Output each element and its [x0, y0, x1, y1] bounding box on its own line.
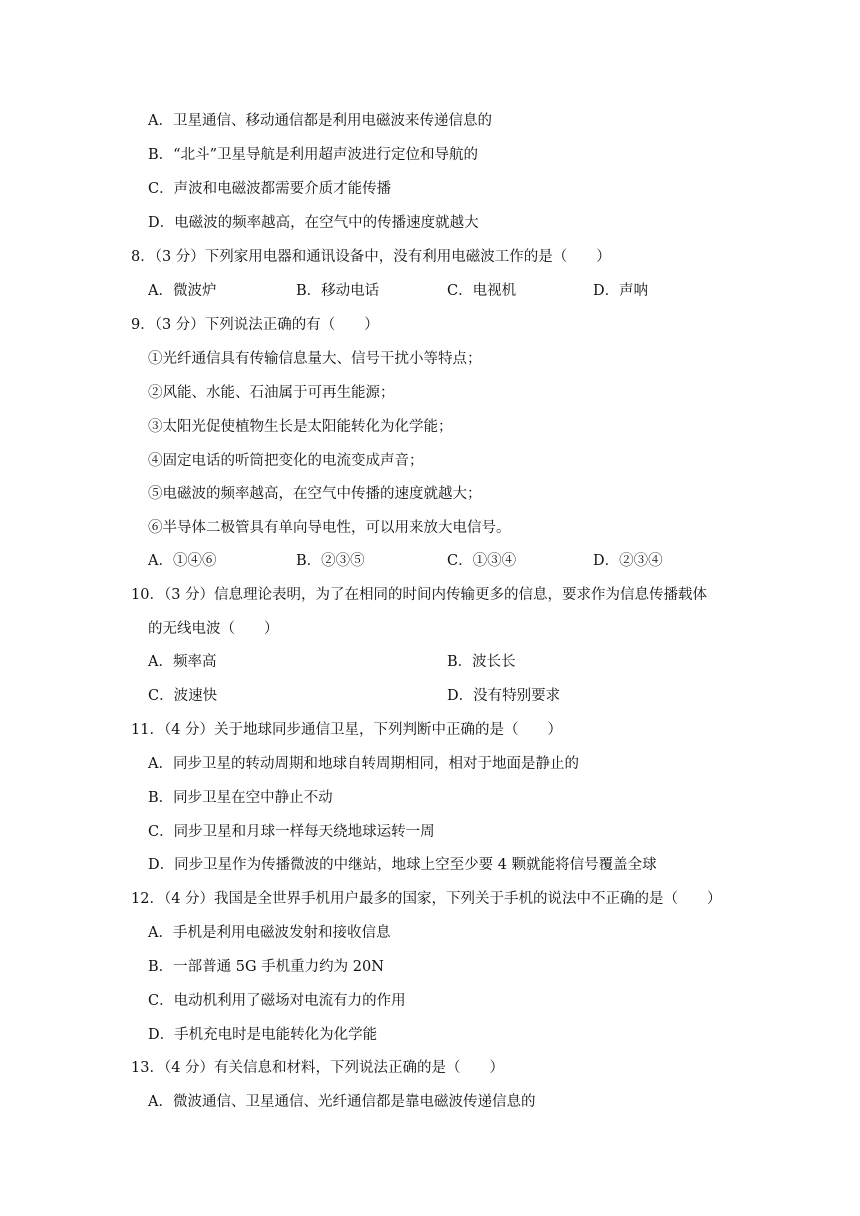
q10-stem-line1: 10．（3 分）信息理论表明，为了在相同的时间内传输更多的信息，要求作为信息传播载体	[131, 587, 708, 603]
q9-statement-3: ③太阳光促使植物生长是太阳能转化为化学能；	[148, 419, 453, 435]
q9-statement-6: ⑥半导体二极管具有单向导电性，可以用来放大电信号。	[148, 520, 511, 536]
q11-stem: 11．（4 分）关于地球同步通信卫星，下列判断中正确的是（ ）	[131, 722, 563, 738]
q8-option-d: D．声呐	[593, 283, 649, 299]
q10-option-b: B．波长长	[447, 654, 516, 670]
q8-option-b: B．移动电话	[296, 283, 380, 299]
q8-stem: 8．（3 分）下列家用电器和通讯设备中，没有利用电磁波工作的是（ ）	[131, 249, 611, 265]
q12-stem: 12．（4 分）我国是全世界手机用户最多的国家，下列关于手机的说法中不正确的是（ ）	[131, 891, 722, 907]
q10-option-c: C．波速快	[148, 688, 218, 704]
q10-option-d: D．没有特别要求	[447, 688, 561, 704]
q10-stem-line2: 的无线电波（ ）	[148, 621, 279, 637]
q9-option-d: D．②③④	[593, 553, 663, 569]
q12-option-d: D．手机充电时是电能转化为化学能	[148, 1027, 378, 1043]
q12-option-a: A．手机是利用电磁波发射和接收信息	[148, 925, 391, 941]
q13-option-a: A．微波通信、卫星通信、光纤通信都是靠电磁波传递信息的	[148, 1094, 536, 1110]
q11-option-c: C．同步卫星和月球一样每天绕地球运转一周	[148, 824, 435, 840]
q9-option-c: C．①③④	[447, 553, 517, 569]
q9-option-b: B．②③⑤	[296, 553, 365, 569]
q9-statement-1: ①光纤通信具有传输信息量大、信号干扰小等特点；	[148, 351, 482, 367]
q11-option-a: A．同步卫星的转动周期和地球自转周期相同，相对于地面是静止的	[148, 756, 579, 772]
q12-option-b: B．一部普通 5G 手机重力约为 20N	[148, 959, 384, 975]
q11-option-b: B．同步卫星在空中静止不动	[148, 790, 333, 806]
q13-stem: 13．（4 分）有关信息和材料，下列说法正确的是（ ）	[131, 1060, 505, 1076]
q7-option-c: C．声波和电磁波都需要介质才能传播	[148, 181, 392, 197]
q9-statement-2: ②风能、水能、石油属于可再生能源；	[148, 385, 395, 401]
q7-option-d: D．电磁波的频率越高，在空气中的传播速度就越大	[148, 215, 479, 231]
q8-option-c: C．电视机	[447, 283, 517, 299]
q8-option-a: A．微波炉	[148, 283, 217, 299]
q9-option-a: A．①④⑥	[148, 553, 217, 569]
q7-option-b: B．“北斗”卫星导航是利用超声波进行定位和导航的	[148, 147, 478, 163]
q9-statement-4: ④固定电话的听筒把变化的电流变成声音；	[148, 453, 424, 469]
q7-option-a: A．卫星通信、移动通信都是利用电磁波来传递信息的	[148, 113, 492, 129]
q10-option-a: A．频率高	[148, 654, 217, 670]
q9-statement-5: ⑤电磁波的频率越高，在空气中传播的速度就越大；	[148, 486, 482, 502]
q12-option-c: C．电动机利用了磁场对电流有力的作用	[148, 993, 406, 1009]
q11-option-d: D．同步卫星作为传播微波的中继站，地球上空至少要 4 颗就能将信号覆盖全球	[148, 857, 657, 873]
q9-stem: 9．（3 分）下列说法正确的有（ ）	[131, 317, 379, 333]
